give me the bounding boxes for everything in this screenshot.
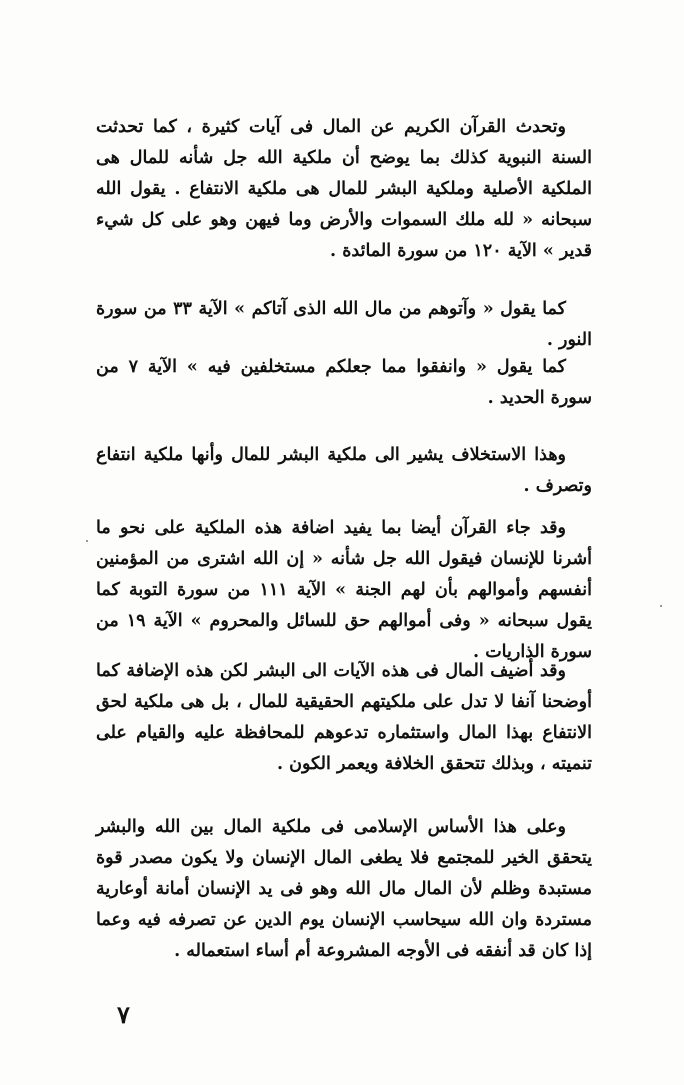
scan-speck [86, 540, 88, 542]
paragraph-text: كما يقول « وانفقوا مما جعلكم مستخلفين فيه » الآية ٧ من سورة الحديد . [96, 357, 592, 408]
paragraph-2 [96, 294, 592, 356]
paragraph-text: كما يقول « وآتوهم من مال الله الذى آتاكم » الآية ٣٣ من سورة النور . [96, 299, 592, 350]
scan-speck [660, 605, 662, 607]
paragraph-5 [96, 513, 592, 668]
paragraph-1 [96, 112, 592, 267]
paragraph-text: وعلى هذا الأساس الإسلامى فى ملكية المال بين الله والبشر يتحقق الخير للمجتمع فلا يطغى المال الإنسان ولا يكون مصدر قوة مستبدة وظلم لأن المال مال الله وهو فى يد الإنسان أمانة أوعارية مستردة وان الله سيحاسب الإنسان يوم الدين عن تصرفه فيه وعما إذا كان قد أنفقه فى الأوجه المشروعة أم أساء استعماله . [96, 817, 592, 961]
paragraph-text: وهذا الاستخلاف يشير الى ملكية البشر للمال وأنها ملكية انتفاع وتصرف . [96, 445, 592, 496]
paragraph-text: وقد أضيف المال فى هذه الآيات الى البشر لكن هذه الإضافة كما أوضحنا آنفا لا تدل على ملكيتهم الحقيقية للمال ، بل هى ملكية لحق الانتفاع بهذا المال واستثماره تدعوهم للمحافظة عليه والقيام على تنميته ، وبذلك تتحقق الخلافة ويعمر الكون . [96, 661, 592, 774]
paragraph-text: وتحدث القرآن الكريم عن المال فى آيات كثيرة ، كما تحدثت السنة النبوية كذلك بما يوضح أن ملكية الله جل شأنه للمال هى الملكية الأصلية وملكية البشر للمال هى ملكية الانتفاع . يقول الله سبحانه « لله ملك السموات والأرض وما فيهن وهو على كل شيء قدير » الآية ١٢٠ من سورة المائدة . [96, 117, 592, 261]
paragraph-6 [96, 656, 592, 780]
page-number: ٧ [117, 1000, 130, 1029]
paragraph-7 [96, 812, 592, 967]
paragraph-4 [96, 440, 592, 502]
paragraph-3 [96, 352, 592, 414]
paragraph-text: وقد جاء القرآن أيضا بما يفيد اضافة هذه الملكية على نحو ما أشرنا للإنسان فيقول الله جل شأنه « إن الله اشترى من المؤمنين أنفسهم وأموالهم بأن لهم الجنة » الآية ١١١ من سورة التوبة كما يقول سبحانه « وفى أموالهم حق للسائل والمحروم » الآية ١٩ من سورة الذاريات . [96, 518, 592, 662]
